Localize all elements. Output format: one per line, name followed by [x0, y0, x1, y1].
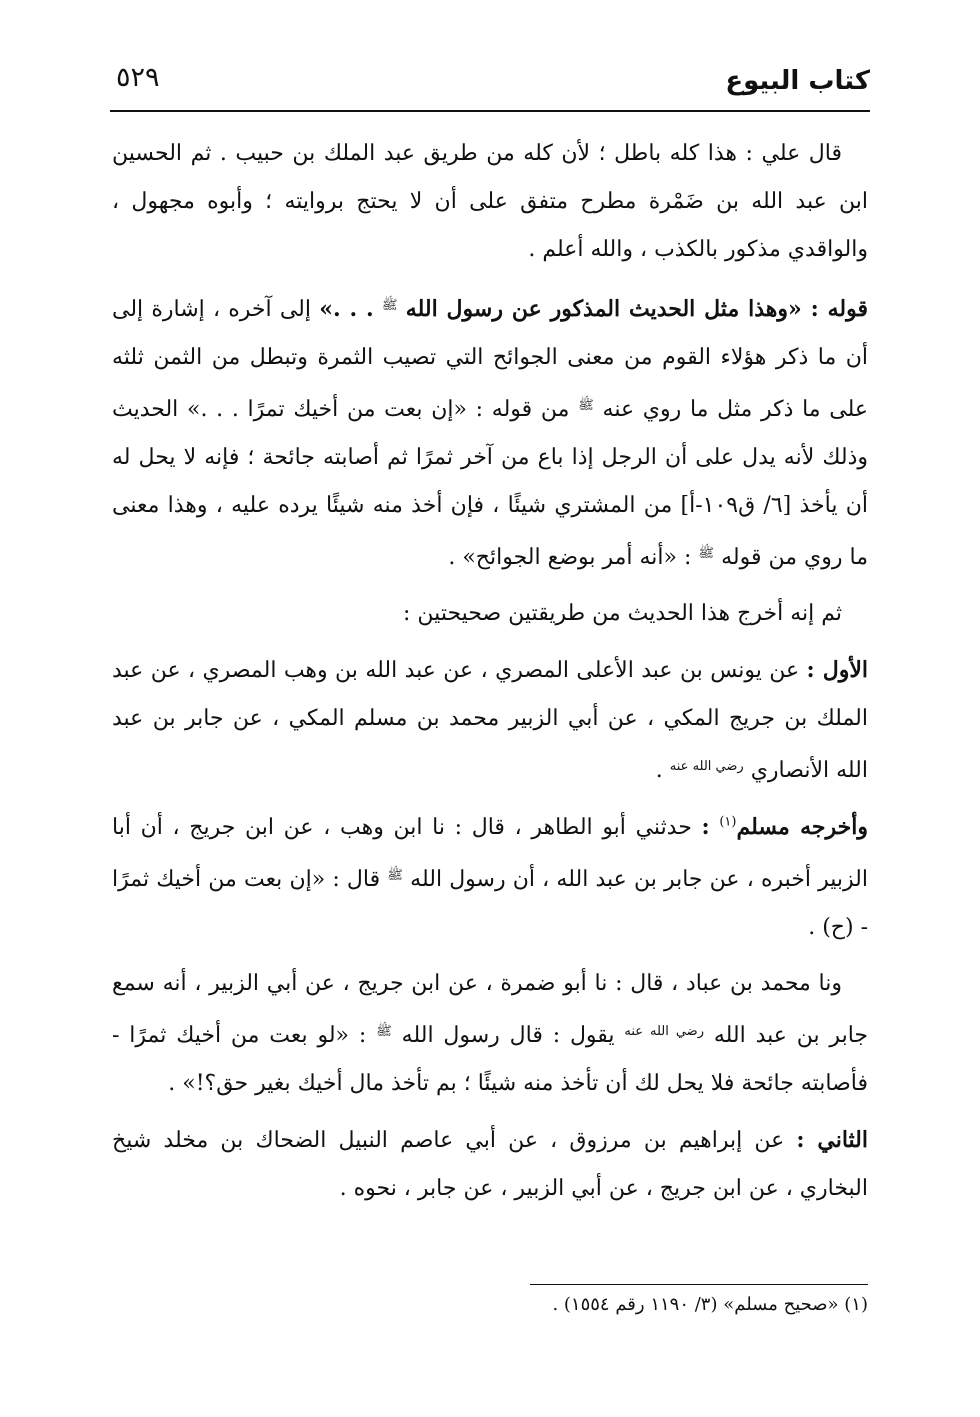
- paragraph-2: [112, 282, 868, 582]
- source-colon: :: [701, 814, 710, 840]
- quote-lead-end: . . .»: [319, 296, 374, 322]
- footnote: [112, 1290, 868, 1320]
- page-number: ٥٢٩: [116, 62, 160, 93]
- honorific-glyph: رضي الله عنه: [624, 1024, 704, 1039]
- footnote-reference[interactable]: (١): [719, 814, 737, 830]
- paragraph-5: [112, 803, 868, 952]
- honorific-glyph: ﷺ: [578, 398, 594, 413]
- paragraph-text: ثم إنه أخرج هذا الحديث من طريقتين صحيحتين :: [403, 601, 842, 626]
- paragraph-text: قال علي : هذا كله باطل ؛ لأن كله من طريق عبد الملك بن حبيب . ثم الحسين ابن عبد الله بن ضَمْرة مطرح متفق على أن لا يحتج بروايته ؛ وأبوه مجهول ، والواقدي مذكور بالكذب ، والله أعلم .: [112, 141, 868, 262]
- paragraph-3: [112, 590, 868, 638]
- section-lead-first: الأول :: [806, 657, 868, 683]
- footnote-text: (١) «صحيح مسلم» (٣/ ١١٩٠ رقم ١٥٥٤) .: [552, 1294, 868, 1315]
- page-header: [110, 52, 870, 112]
- footnote-divider: [530, 1284, 868, 1285]
- honorific-glyph: ﷺ: [698, 546, 715, 561]
- paragraph-1: [112, 130, 868, 274]
- section-lead-second: الثاني :: [796, 1127, 868, 1153]
- paragraph-text: .: [655, 758, 663, 783]
- honorific-glyph: ﷺ: [387, 868, 403, 883]
- paragraph-text: عن يونس بن عبد الأعلى المصري ، عن عبد الله بن وهب المصري ، عن عبد الملك بن جريج المكي ، عن أبي الزبير محمد بن مسلم المكي ، عن جابر بن عبد الله الأنصاري: [112, 658, 868, 783]
- paragraph-text: قال : «إن بعت من أخيك ثمرًا - (ح) .: [112, 867, 868, 940]
- paragraph-text: ونا محمد بن عباد ، قال : نا أبو ضمرة ، عن ابن جريج ، عن أبي الزبير ، أنه سمع جابر بن عبد الله: [112, 971, 868, 1048]
- running-title: كتاب البيوع: [725, 66, 870, 96]
- paragraph-text: يقول : قال رسول الله: [401, 1023, 615, 1048]
- paragraph-4: [112, 646, 868, 795]
- honorific-glyph: ﷺ: [376, 1024, 392, 1039]
- source-lead: وأخرجه مسلم: [736, 814, 868, 840]
- main-text: [112, 130, 868, 1221]
- honorific-glyph: رضي الله عنه: [669, 759, 744, 774]
- honorific-glyph: ﷺ: [381, 298, 398, 313]
- paragraph-7: [112, 1116, 868, 1213]
- paragraph-text: حدثني أبو الطاهر ، قال : نا ابن وهب ، عن ابن جريج ، أن أبا الزبير أخبره ، عن جابر بن عبد الله ، أن رسول الله: [112, 815, 868, 892]
- paragraph-text: : «أنه أمر بوضع الجوائح» .: [448, 545, 692, 570]
- paragraph-6: [112, 960, 868, 1108]
- paragraph-text: : «لو بعت من أخيك ثمرًا - فأصابته جائحة فلا يحل لك أن تأخذ منه شيئًا ؛ بم تأخذ مال أخيك بغير حق؟!» .: [112, 1023, 868, 1096]
- paragraph-text: عن إبراهيم بن مرزوق ، عن أبي عاصم النبيل الضحاك بن مخلد شيخ البخاري ، عن ابن جريج ، عن أبي الزبير ، عن جابر ، نحوه .: [112, 1128, 868, 1201]
- paragraph-text: من قوله : «إن بعت من أخيك تمرًا . . .» الحديث وذلك لأنه يدل على أن الرجل إذا باع من آخر ثمرًا ثم أصابته جائحة ؛ فإنه لا يحل له أن يأخذ [٦/ ق١٠٩-أ] من المشتري شيئًا ، فإن أخذ منه شيئًا يرده عليه ، وهذا معنى ما روي من قوله: [112, 397, 868, 570]
- quote-lead: قوله : «وهذا مثل الحديث المذكور عن رسول الله: [405, 296, 868, 322]
- paragraph-text: إلى آخره ، إشارة إلى أن ما ذكر هؤلاء القوم من معنى الجوائح التي تصيب الثمرة وتبطل من الثمن ثلثه على ما ذكر مثل ما روي عنه: [112, 297, 869, 422]
